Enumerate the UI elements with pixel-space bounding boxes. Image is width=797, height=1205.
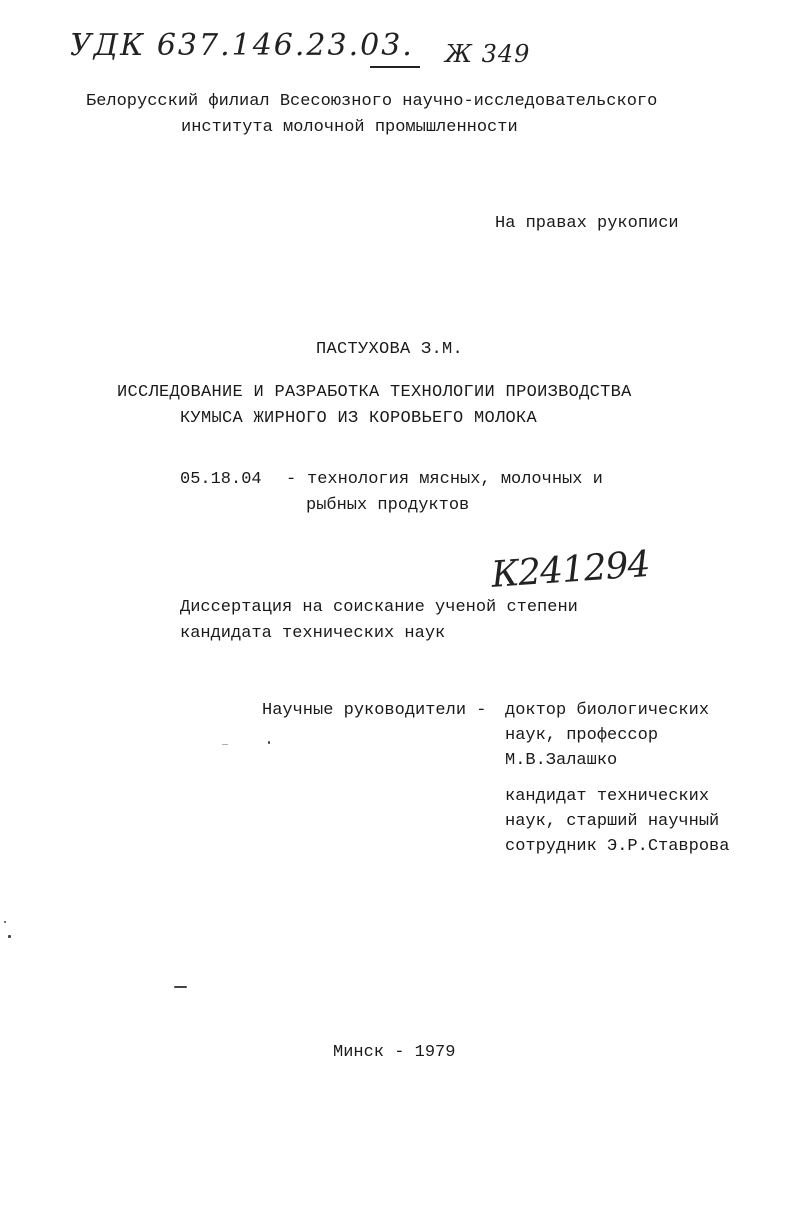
header-line-2: института молочной промышленности — [181, 118, 518, 137]
udk-underline — [370, 66, 420, 68]
degree-line-1: Диссертация на соискание ученой степени — [180, 598, 578, 617]
degree-line-2: кандидата технических наук — [180, 624, 446, 643]
specialty-line-1: технология мясных, молочных и — [307, 470, 603, 489]
supervisor-1-line-1: доктор биологических — [505, 701, 710, 720]
scan-speck — [4, 921, 6, 923]
title-line-2: КУМЫСА ЖИРНОГО ИЗ КОРОВЬЕГО МОЛОКА — [180, 409, 538, 428]
scan-speck — [8, 935, 11, 938]
specialty-line-2: рыбных продуктов — [306, 496, 470, 515]
scan-speck — [174, 986, 187, 988]
supervisor-1-line-3: М.В.Залашко — [505, 751, 618, 770]
specialty-code: 05.18.04 — [180, 470, 262, 489]
author-name: ПАСТУХОВА З.М. — [316, 340, 464, 359]
title-line-1: ИССЛЕДОВАНИЕ И РАЗРАБОТКА ТЕХНОЛОГИИ ПРОИЗВОДСТВА — [117, 383, 632, 402]
rights-note: На правах рукописи — [495, 214, 679, 233]
supervisor-2-line-3: сотрудник Э.Р.Ставрова — [505, 837, 730, 856]
supervisors-label: Научные руководители - — [262, 701, 487, 720]
scan-speck — [222, 744, 228, 745]
supervisor-1-line-2: наук, профессор — [505, 726, 659, 745]
supervisor-2-line-2: наук, старший научный — [505, 812, 720, 831]
supervisor-2-line-1: кандидат технических — [505, 787, 710, 806]
header-line-1: Белорусский филиал Всесоюзного научно-исследовательского — [86, 92, 658, 111]
handwritten-udk: УДК 637.146.23.03. — [70, 28, 414, 63]
scan-speck — [268, 741, 270, 744]
city-year: Минск - 1979 — [333, 1043, 456, 1062]
handwritten-archive-code: К241294 — [490, 543, 651, 596]
specialty-dash: - — [286, 470, 297, 489]
handwritten-udk-extra: Ж 349 — [445, 40, 531, 68]
